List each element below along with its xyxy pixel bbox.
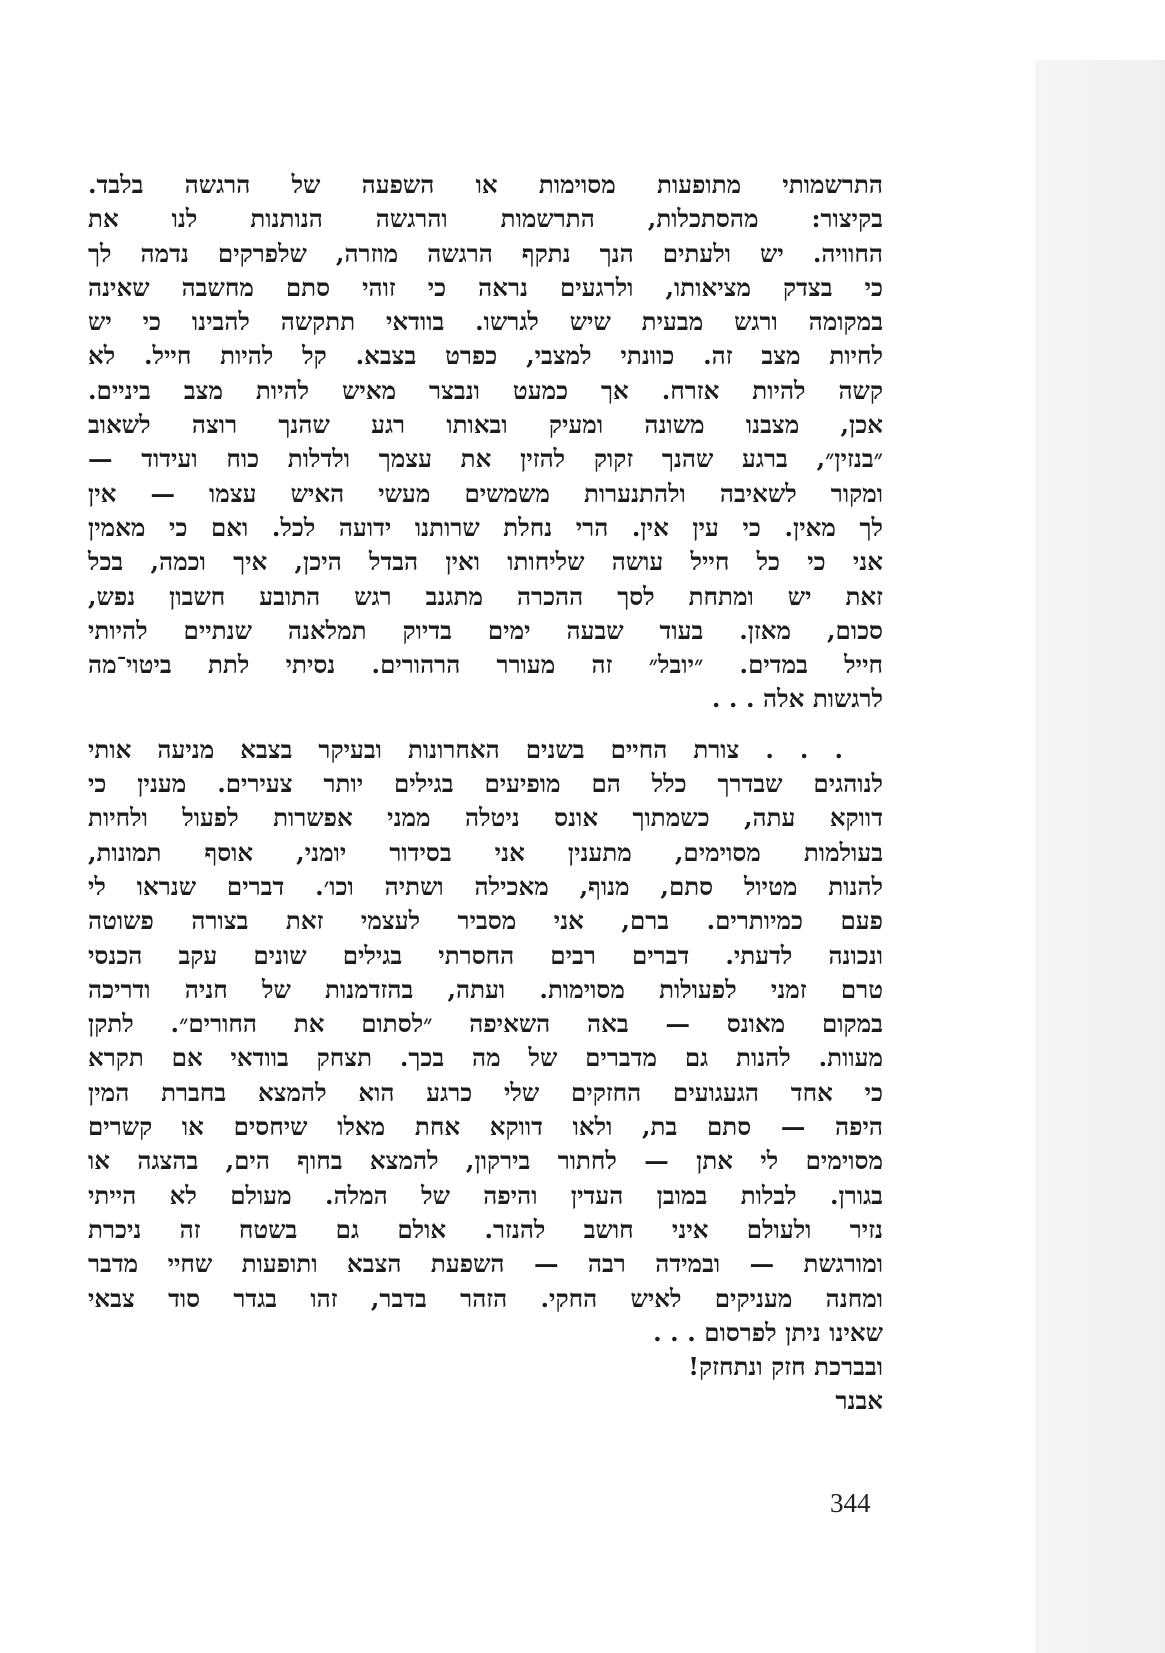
text-line: להנות מטיול סתם, מנוף, מאכילה ושתיה וכו׳. דברים שנראו לי <box>88 871 883 901</box>
text-line: כי אחד הגעגועים החזקים שלי כרגע הוא להמצא בחברת המין <box>88 1077 883 1107</box>
letter-text <box>88 168 883 1419</box>
text-line: בעולמות מסוימים, מתענין אני בסידור יומני, אוסף תמונות, <box>88 837 883 867</box>
text-line: ומחנה מעניקים לאיש החקי. הזהר בדבר, זהו בגדר סוד צבאי <box>88 1283 883 1313</box>
text-line: ומורגשת — ובמידה רבה — השפעת הצבא ותופעות שחיי מדבר <box>88 1249 883 1279</box>
text-line: מסוימים לי אתן — לחתור בירקון, להמצא בחוף הים, בהצגה או <box>88 1146 883 1176</box>
paragraph-2 <box>88 733 883 1350</box>
text-line: ונכונה לדעתי. דברים רבים החסרתי בגילים שונים עקב הכנסי <box>88 940 883 970</box>
text-line: ״בנזין״, ברגע שהנך זקוק להזין את עצמך ולדלות כוח ועידוד — <box>88 444 883 474</box>
page-number: 344 <box>830 1488 871 1518</box>
text-line: כי בצדק מציאותו, ולרגעים נראה כי זוהי סתם מחשבה שאינה <box>88 272 883 302</box>
text-line: לנוהגים שבדרך כלל הם מופיעים בגילים יותר צעירים. מענין כי <box>88 769 883 799</box>
closing-greeting: ובברכת חזק ונתחזק! <box>688 1352 883 1382</box>
text-line: לחיות מצב זה. כוונתי למצבי, כפרט בצבא. קל להיות חייל. לא <box>88 341 883 371</box>
text-line: קשה להיות אזרח. אך כמעט ונבצר מאיש להיות מצב ביניים. <box>88 375 883 405</box>
text-line: ומקור לשאיבה ולהתנערות משמשים מעשי האיש עצמו — אין <box>88 478 883 508</box>
page-edge-shadow <box>1035 60 1165 1653</box>
text-line: דווקא עתה, כשמתוך אונס ניטלה ממני אפשרות לפעול ולחיות <box>88 803 883 833</box>
paragraph-gap <box>88 717 883 733</box>
text-line: החוויה. יש ולעתים הנך נתקף הרגשה מוזרה, שלפרקים נדמה לך <box>88 238 883 268</box>
text-line: בקיצור: מהסתכלות, התרשמות והרגשה הנותנות לנו את <box>88 204 883 234</box>
text-line: נזיר ולעולם איני חושב להנזר. אולם גם בשטח זה ניכרת <box>88 1214 883 1244</box>
text-line: היפה — סתם בת, ולאו דווקא אחת מאלו שיחסים או קשרים <box>88 1112 883 1142</box>
text-line: טרם זמני לפעולות מסוימות. ועתה, בהזדמנות של חניה ודריכה <box>88 974 883 1004</box>
signature-name: אבנר <box>835 1386 883 1416</box>
text-line: זאת יש ומתחת לסך ההכרה מתגנב רגש התובע חשבון נפש, <box>88 581 883 611</box>
text-line: חייל במדים. ״יובל״ זה מעורר הרהורים. נסיתי לתת ביטוי־מה <box>88 650 883 680</box>
text-line: אני כי כל חייל עושה שליחותו ואין הבדל היכן, איך וכמה, בכל <box>88 547 883 577</box>
closing <box>88 1350 883 1419</box>
text-line: במקום מאונס — באה השאיפה ״לסתום את החורים״. לתקן <box>88 1009 883 1039</box>
text-line: . . . צורת החיים בשנים האחרונות ובעיקר בצבא מניעה אותי <box>88 734 843 764</box>
text-line: בגורן. לבלות במובן העדין והיפה של המלה. מעולם לא הייתי <box>88 1180 883 1210</box>
text-line: פעם כמיותרים. ברם, אני מסביר לעצמי זאת בצורה פשוטה <box>88 906 883 936</box>
text-line: התרשמותי מתופעות מסוימות או השפעה של הרגשה בלבד. <box>88 170 883 199</box>
text-line: סכום, מאזן. בעוד שבעה ימים בדיוק תמלאנה שנתיים להיותי <box>88 615 883 645</box>
text-line: לרגשות אלה . . . <box>711 684 883 714</box>
text-line: לך מאין. כי עין אין. הרי נחלת שרותנו ידועה לכל. ואם כי מאמין <box>88 512 883 542</box>
text-line: מעוות. להנות גם מדברים של מה בכך. תצחק בוודאי אם תקרא <box>88 1043 883 1073</box>
text-line: במקומה ורגש מבעית שיש לגרשו. בוודאי תתקשה להבינו כי יש <box>88 307 883 337</box>
text-line: אכן, מצבנו משונה ומעיק ובאותו רגע שהנך רוצה לשאוב <box>88 410 883 440</box>
text-line: שאינו ניתן לפרסום . . . <box>653 1317 883 1347</box>
paragraph-1 <box>88 168 883 717</box>
